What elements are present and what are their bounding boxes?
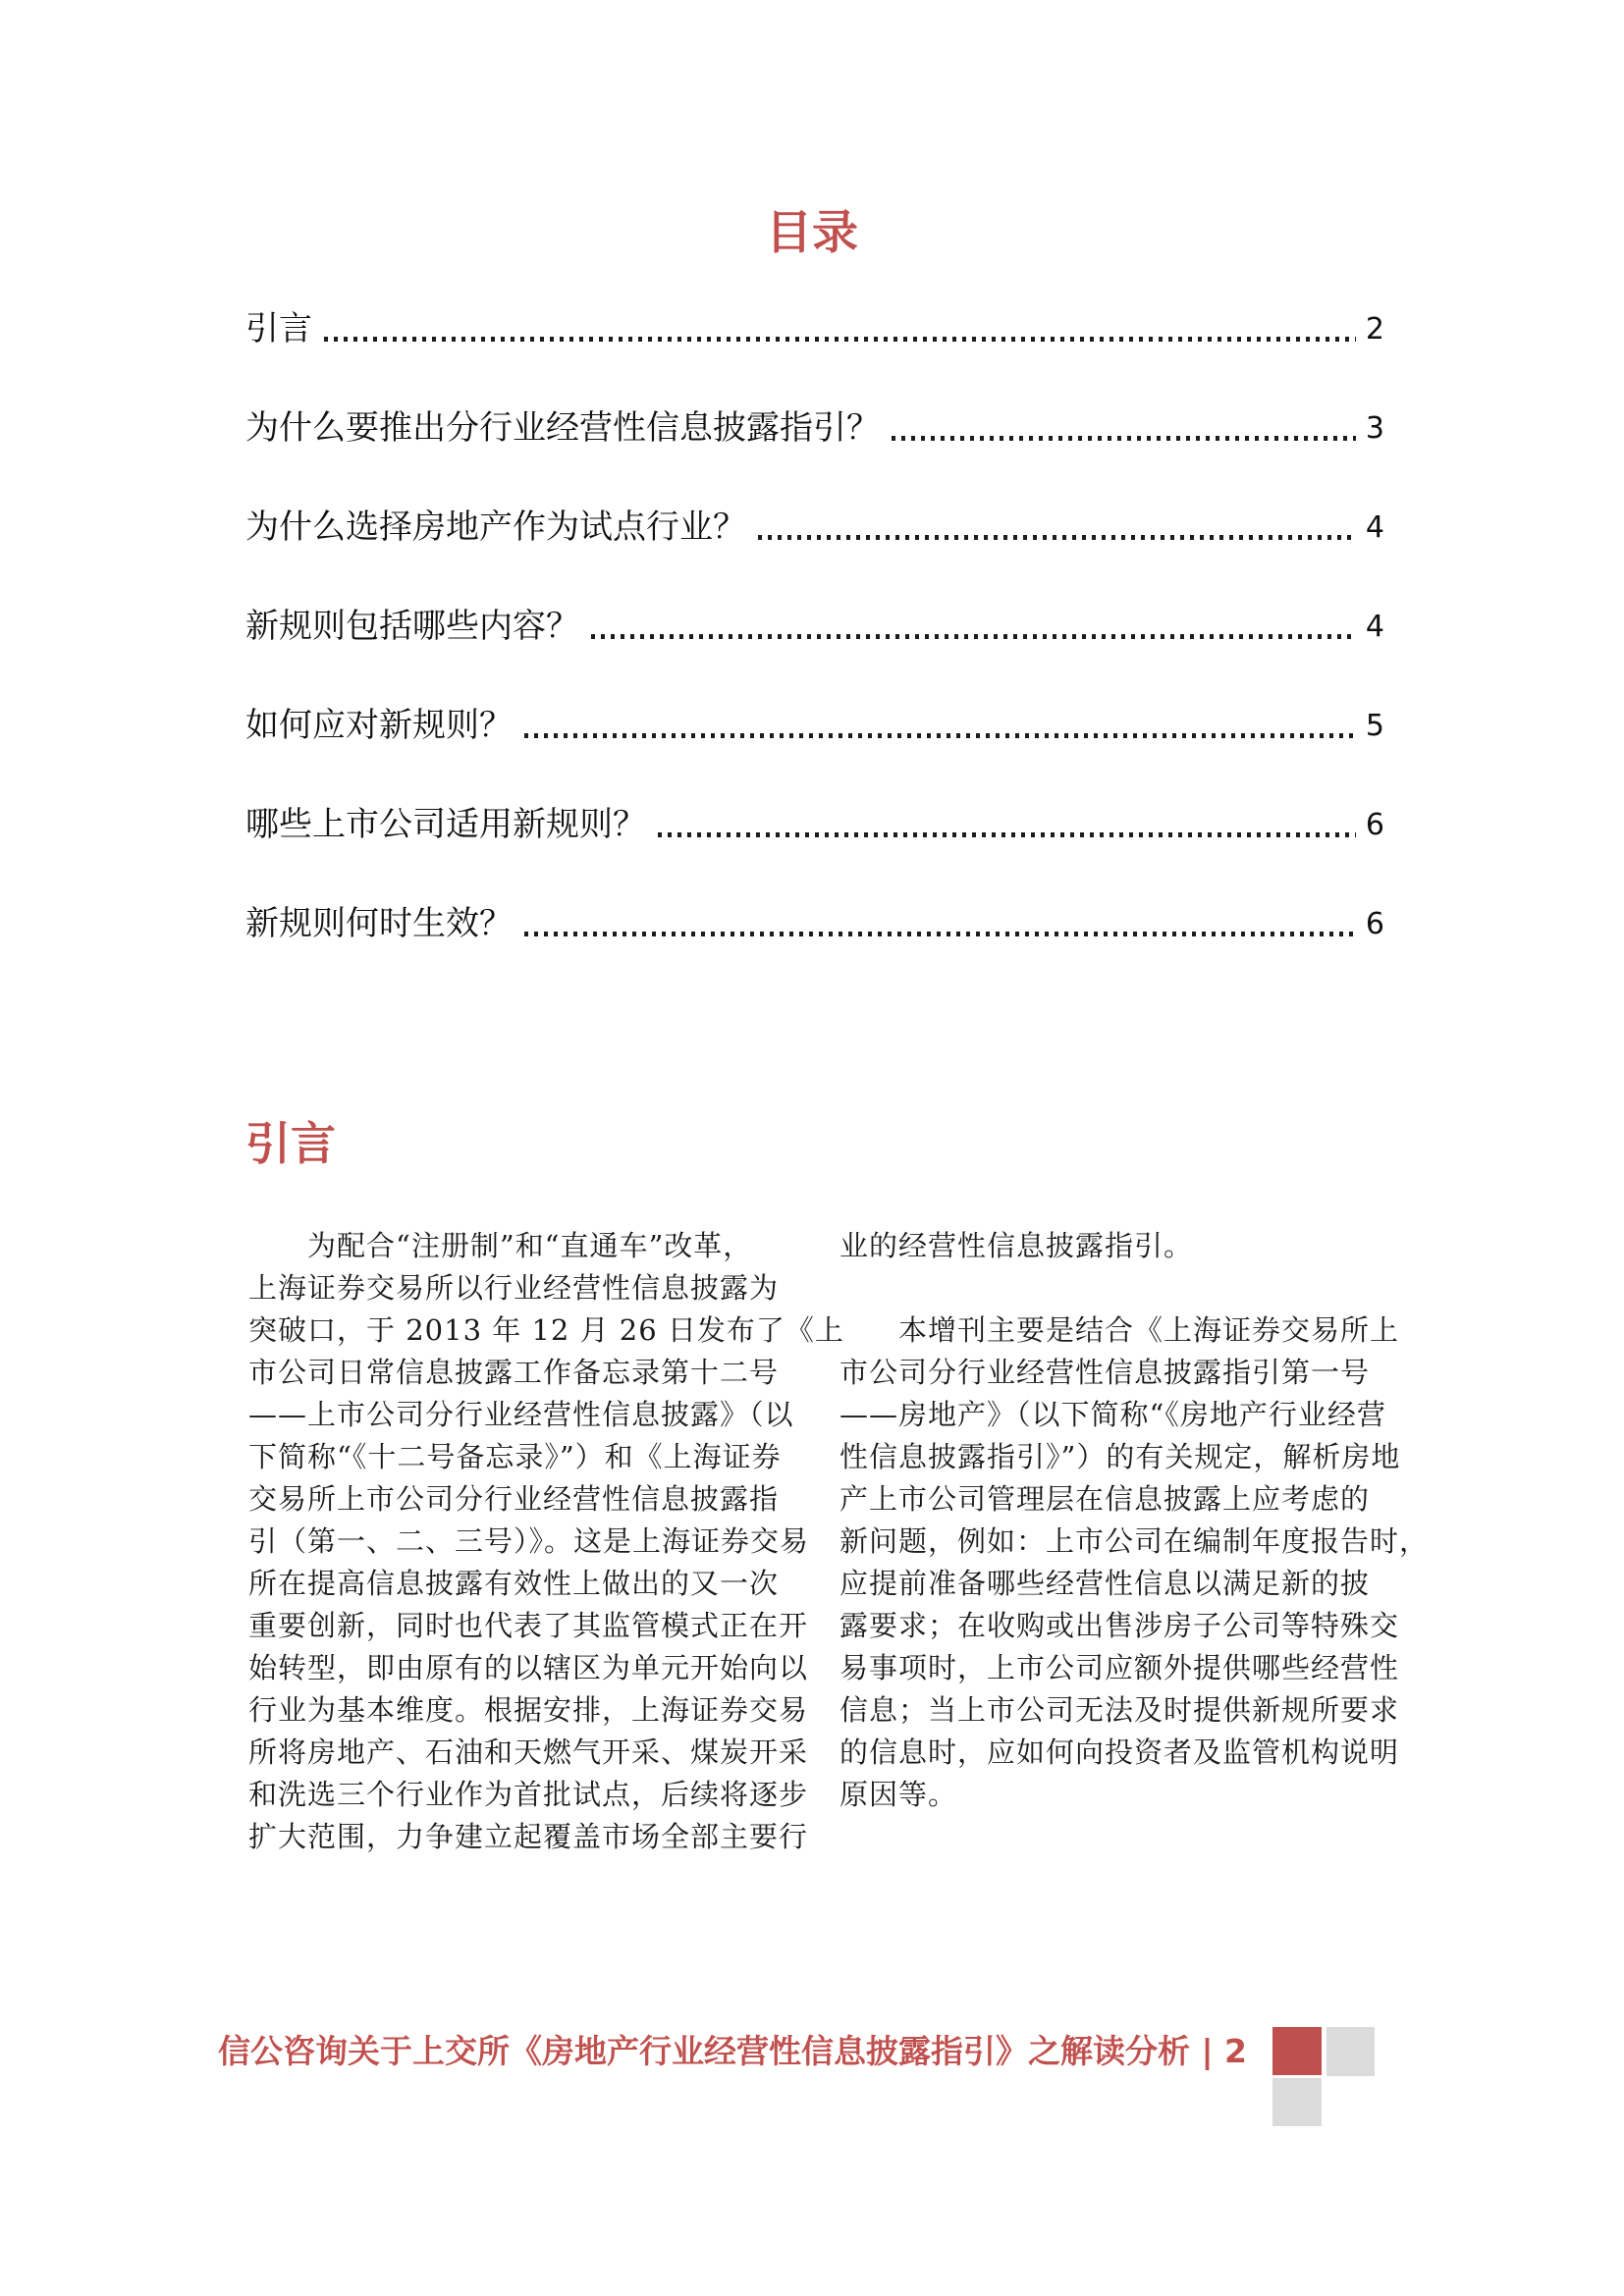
toc-entry-page-number: 5 [1365, 709, 1384, 743]
toc-entry-label: 哪些上市公司适用新规则？ [245, 805, 646, 844]
toc-entry-label: 新规则何时生效？ [245, 904, 513, 943]
body-text-line: 为配合“注册制”和“直通车”改革， [248, 1229, 753, 1262]
toc-entry-page-number: 3 [1365, 411, 1384, 446]
toc-entry-label: 为什么要推出分行业经营性信息披露指引？ [245, 408, 880, 448]
body-text-line: 重要创新，同时也代表了其监管模式正在开 [248, 1609, 809, 1642]
body-column-left [248, 1225, 844, 1858]
body-text-line [839, 1267, 1381, 1309]
toc-entry[interactable] [245, 473, 1384, 572]
toc-dot-leader [591, 634, 1356, 639]
toc-dot-leader [324, 337, 1356, 342]
body-text-line: 引（第一、二、三号）》。这是上海证券交易 [248, 1524, 810, 1558]
body-text-line: 本增刊主要是结合《上海证券交易所上 [839, 1313, 1400, 1347]
toc-dot-leader [758, 535, 1356, 540]
toc-entry-label: 引言 [245, 309, 312, 348]
body-text-line: 业的经营性信息披露指引。 [839, 1229, 1194, 1262]
body-text-line: 所将房地产、石油和天燃气开采、煤炭开采 [248, 1735, 809, 1769]
body-text-line: ——上市公司分行业经营性信息披露》（以 [248, 1398, 794, 1431]
footer-decoration-red-square [1272, 2027, 1322, 2075]
body-text-line: 易事项时，上市公司应额外提供哪些经营性 [839, 1651, 1400, 1684]
toc-list [245, 275, 1384, 969]
body-text-line: 露要求；在收购或出售涉房子公司等特殊交 [839, 1609, 1400, 1642]
toc-dot-leader [658, 832, 1356, 837]
section-heading-introduction: 引言 [245, 1117, 336, 1170]
toc-entry[interactable] [245, 374, 1384, 473]
toc-entry[interactable] [245, 870, 1384, 969]
body-text-line: 上海证券交易所以行业经营性信息披露为 [248, 1271, 780, 1305]
body-text-line: 扩大范围，力争建立起覆盖市场全部主要行 [248, 1820, 809, 1853]
body-text-line: 交易所上市公司分行业经营性信息披露指 [248, 1482, 780, 1516]
toc-entry-page-number: 6 [1365, 907, 1384, 941]
toc-entry-label: 新规则包括哪些内容？ [245, 607, 579, 646]
body-text-line: 突破口，于 2013 年 12 月 26 日发布了《上 [248, 1313, 844, 1347]
body-column-right [839, 1225, 1430, 1816]
toc-title: 目录 [766, 206, 858, 260]
body-text-line: 行业为基本维度。根据安排，上海证券交易 [248, 1693, 809, 1727]
toc-entry[interactable] [245, 671, 1384, 771]
body-text-line: 下简称“《十二号备忘录》”）和《上海证券 [248, 1440, 782, 1473]
body-text-line: 新问题，例如：上市公司在编制年度报告时， [839, 1524, 1430, 1558]
body-text-line: 应提前准备哪些经营性信息以满足新的披 [839, 1567, 1371, 1600]
toc-dot-leader [892, 436, 1356, 441]
body-text-line: ——房地产》（以下简称“《房地产行业经营 [839, 1398, 1386, 1431]
toc-entry-page-number: 4 [1365, 510, 1384, 545]
footer-decoration-gray-square-1 [1326, 2027, 1375, 2076]
body-text-line: 原因等。 [839, 1778, 958, 1811]
body-text-line: 所在提高信息披露有效性上做出的又一次 [248, 1567, 780, 1600]
toc-entry[interactable] [245, 771, 1384, 870]
toc-entry[interactable] [245, 275, 1384, 374]
body-text-line: 产上市公司管理层在信息披露上应考虑的 [839, 1482, 1371, 1516]
footer-label: 信公咨询关于上交所《房地产行业经营性信息披露指引》之解读分析 [217, 2032, 1190, 2070]
toc-entry[interactable] [245, 572, 1384, 671]
body-text-line: 的信息时，应如何向投资者及监管机构说明 [839, 1735, 1400, 1769]
body-text-line: 性信息披露指引》”）的有关规定，解析房地 [839, 1440, 1401, 1473]
body-text-line: 和洗选三个行业作为首批试点，后续将逐步 [248, 1778, 809, 1811]
body-text-line: 信息；当上市公司无法及时提供新规所要求 [839, 1693, 1400, 1727]
footer-title [0, 2030, 1247, 2073]
body-text-line: 市公司日常信息披露工作备忘录第十二号 [248, 1356, 780, 1389]
toc-dot-leader [524, 733, 1356, 738]
toc-entry-page-number: 2 [1365, 312, 1384, 347]
body-text-line: 市公司分行业经营性信息披露指引第一号 [839, 1356, 1371, 1389]
body-text-line: 始转型，即由原有的以辖区为单元开始向以 [248, 1651, 809, 1684]
toc-dot-leader [524, 932, 1356, 936]
footer-separator: | [1201, 2032, 1214, 2070]
toc-entry-page-number: 6 [1365, 808, 1384, 842]
toc-entry-label: 如何应对新规则？ [245, 706, 513, 745]
toc-entry-label: 为什么选择房地产作为试点行业？ [245, 507, 746, 547]
toc-entry-page-number: 4 [1365, 610, 1384, 644]
footer-decoration-gray-square-2 [1272, 2078, 1322, 2126]
footer-page-number: 2 [1224, 2032, 1247, 2070]
